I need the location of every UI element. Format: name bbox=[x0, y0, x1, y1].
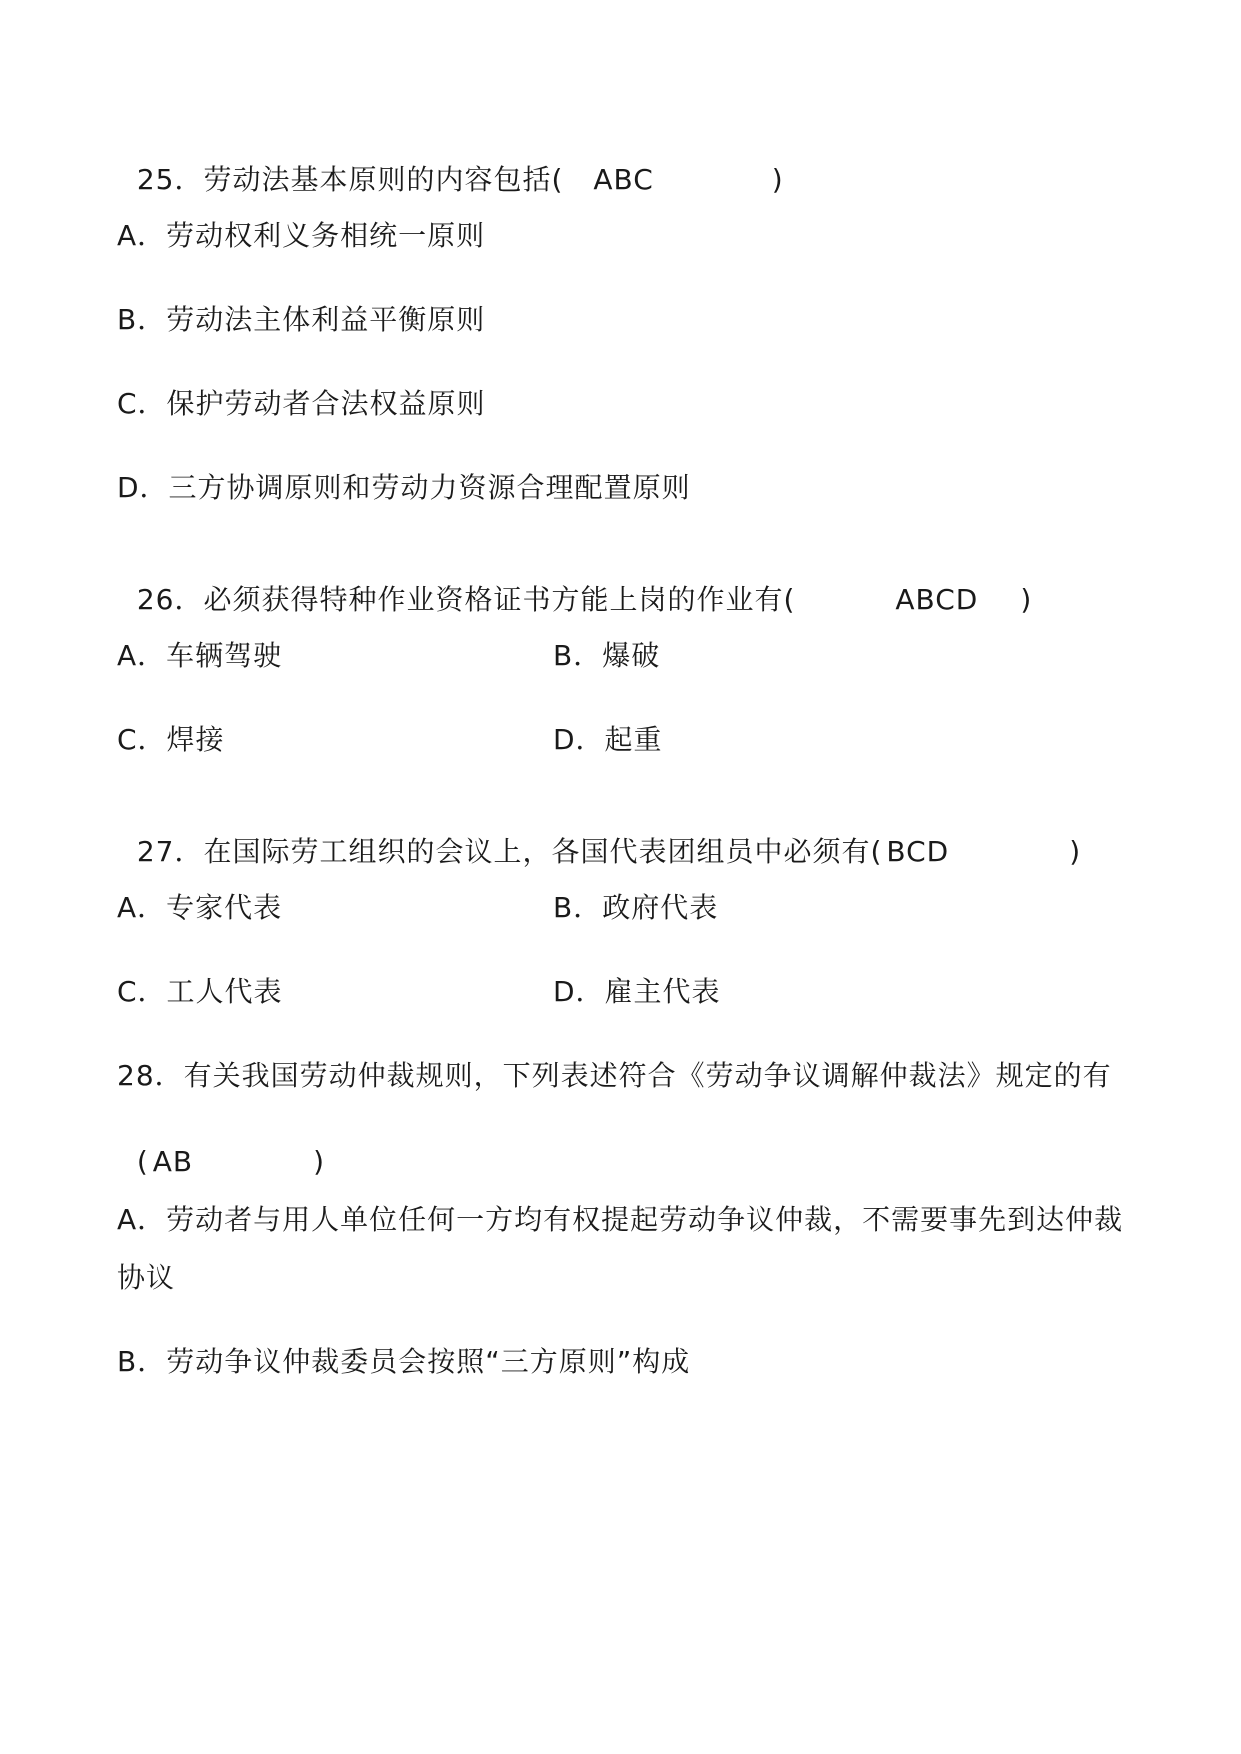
option-a: A．车辆驾驶 bbox=[117, 639, 283, 672]
option-b: B．政府代表 bbox=[553, 891, 719, 924]
option-b: B．劳动法主体利益平衡原则 bbox=[117, 303, 486, 336]
question-stem: 27．在国际劳工组织的会议上，各国代表团组员中必须有( bbox=[136, 835, 883, 868]
answer-close-paren: ) bbox=[1020, 583, 1033, 616]
option-b: B．劳动争议仲裁委员会按照“三方原则”构成 bbox=[117, 1345, 691, 1378]
option-c: C．保护劳动者合法权益原则 bbox=[117, 387, 486, 420]
question-stem: 25．劳动法基本原则的内容包括( bbox=[136, 163, 564, 196]
option-a: A．劳动者与用人单位任何一方均有权提起劳动争议仲裁，不需要事先到达仲裁 bbox=[117, 1203, 1124, 1236]
option-d: D．雇主代表 bbox=[553, 975, 721, 1008]
option-a: A．专家代表 bbox=[117, 891, 283, 924]
option-a: A．劳动权利义务相统一原则 bbox=[117, 219, 486, 252]
option-d: D．三方协调原则和劳动力资源合理配置原则 bbox=[117, 471, 691, 504]
option-c: C．工人代表 bbox=[117, 975, 283, 1008]
answer-open-paren: ( bbox=[136, 1145, 149, 1178]
option-a-continuation: 协议 bbox=[117, 1261, 176, 1294]
answer-close-paren: ) bbox=[771, 163, 784, 196]
option-b: B．爆破 bbox=[553, 639, 661, 672]
question-28-answer-line bbox=[117, 1120, 325, 1176]
question-27 bbox=[117, 810, 1081, 866]
answer-text: AB bbox=[152, 1145, 194, 1178]
question-stem: 26．必须获得特种作业资格证书方能上岗的作业有( bbox=[136, 583, 796, 616]
answer-text: ABC bbox=[593, 163, 654, 196]
question-26 bbox=[117, 558, 1032, 614]
option-c: C．焊接 bbox=[117, 723, 225, 756]
option-d: D．起重 bbox=[553, 723, 663, 756]
answer-close-paren: ) bbox=[1069, 835, 1082, 868]
answer-close-paren: ) bbox=[313, 1145, 326, 1178]
question-25 bbox=[117, 138, 784, 194]
answer-text: BCD bbox=[886, 835, 950, 868]
question-28: 28．有关我国劳动仲裁规则，下列表述符合《劳动争议调解仲裁法》规定的有 bbox=[117, 1059, 1112, 1092]
answer-text: ABCD bbox=[895, 583, 979, 616]
